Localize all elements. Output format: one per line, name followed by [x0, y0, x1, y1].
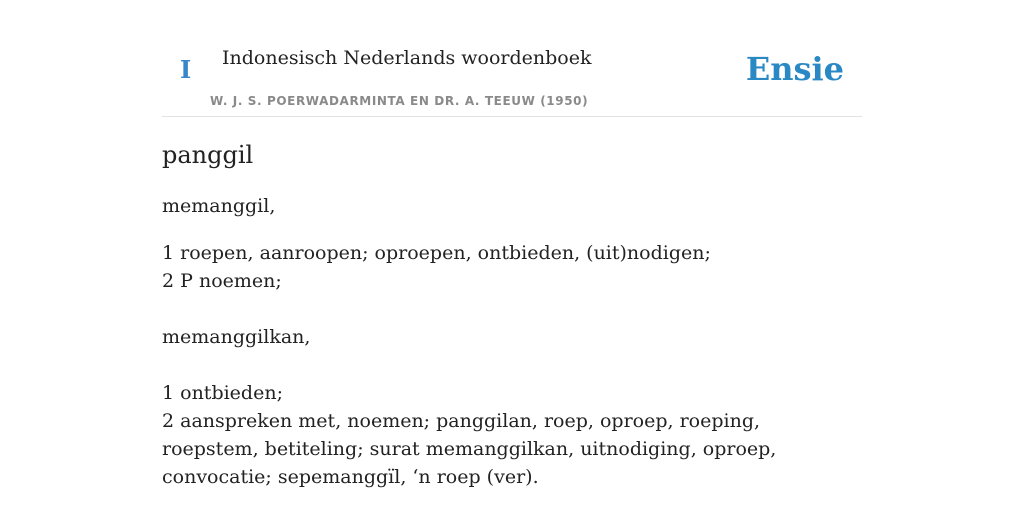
sub-entry-term: memanggil,: [162, 195, 276, 217]
sense-item: 2 P noemen;: [162, 270, 282, 292]
sub-entry-term: memanggilkan,: [162, 326, 311, 348]
sub-entry-memanggil: [162, 192, 862, 220]
dictionary-authors: W. J. S. POERWADARMINTA EN DR. A. TEEUW (1950): [210, 94, 589, 108]
ensie-logo[interactable]: Ensie: [745, 50, 844, 88]
sense-item: 1 roepen, aanroopen; oproepen, ontbieden, (uit)nodigen;: [162, 242, 711, 264]
entry-headword: panggil: [162, 141, 254, 169]
sense-item: 2 aanspreken met, noemen; panggilan, roep, oproep, roeping, roepstem, betiteling; surat memanggilkan, uitnodiging, oproep, convocatie; sepemanggïl, ‘n roep (ver).: [162, 410, 777, 488]
sense-item: 1 ontbieden;: [162, 382, 283, 404]
sense-list-memanggilkan: [162, 379, 862, 491]
letter-index-icon[interactable]: I: [180, 55, 192, 84]
sub-entry-memanggilkan: [162, 323, 862, 351]
dictionary-title[interactable]: Indonesisch Nederlands woordenboek: [222, 47, 592, 69]
sense-list-memanggil: [162, 239, 862, 295]
site-header: [162, 0, 862, 117]
